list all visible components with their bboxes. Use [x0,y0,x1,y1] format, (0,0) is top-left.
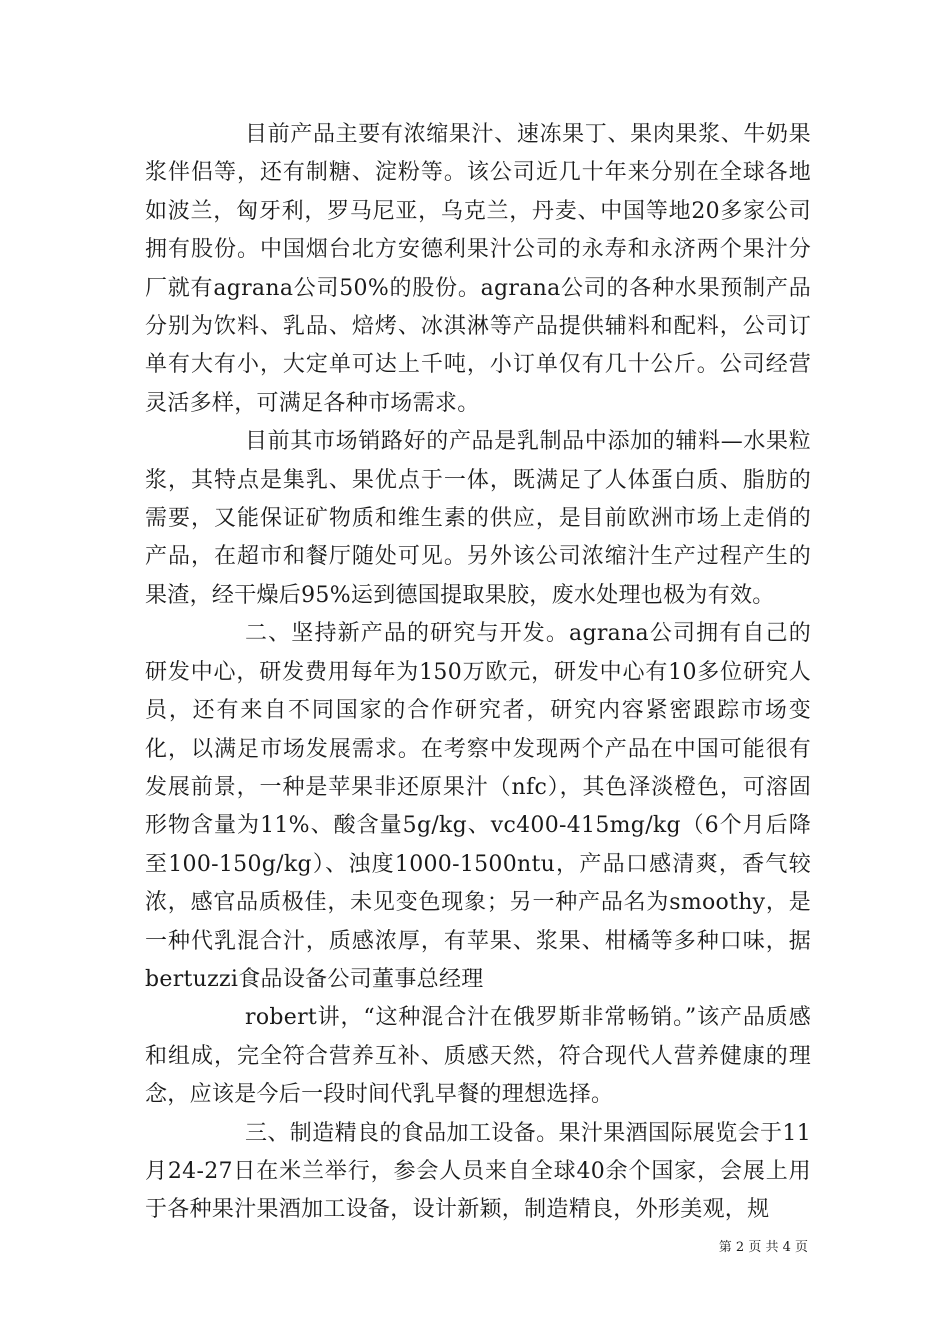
paragraph-robert-quote: robert讲，“这种混合汁在俄罗斯非常畅销。”该产品质感和组成，完全符合营养互补、质感天然，符合现代人营养健康的理念，应该是今后一段时间代乳早餐的理想选择。 [145,1005,811,1108]
document-body [145,116,811,1230]
paragraph-research: 二、坚持新产品的研究与开发。agrana公司拥有自己的研发中心，研发费用每年为150万欧元，研发中心有10多位研究人员，还有来自不同国家的合作研究者，研究内容紧密跟踪市场变化，以满足市场发展需求。在考察中发现两个产品在中国可能很有发展前景，一种是苹果非还原果汁（nfc），其色泽淡橙色，可溶固形物含量为11%、酸含量5g/kg、vc400-415mg/kg（6个月后降至100-150g/kg）、浊度1000-1500ntu，产品口感清爽，香气较浓，感官品质极佳，未见变色现象；另一种产品名为smoothy，是一种代乳混合汁，质感浓厚，有苹果、浆果、柑橘等多种口味，据bertuzzi食品设备公司董事总经理 [145,621,811,992]
paragraph-products: 目前产品主要有浓缩果汁、速冻果丁、果肉果浆、牛奶果浆伴侣等，还有制糖、淀粉等。该公司近几十年来分别在全球各地如波兰，匈牙利，罗马尼亚，乌克兰，丹麦、中国等地20多家公司拥有股份。中国烟台北方安德利果汁公司的永寿和永济两个果汁分厂就有agrana公司50%的股份。agrana公司的各种水果预制产品分别为饮料、乳品、焙烤、冰淇淋等产品提供辅料和配料，公司订单有大有小，大定单可达上千吨，小订单仅有几十公斤。公司经营灵活多样，可满足各种市场需求。 [145,122,811,416]
page-number-footer: 第 2 页 共 4 页 [718,1240,808,1255]
paragraph-equipment: 三、制造精良的食品加工设备。果汁果酒国际展览会于11月24-27日在米兰举行，参会人员来自全球40余个国家，会展上用于各种果汁果酒加工设备，设计新颖，制造精良，外形美观，规 [145,1120,811,1223]
paragraph-market: 目前其市场销路好的产品是乳制品中添加的辅料—水果粒浆，其特点是集乳、果优点于一体，既满足了人体蛋白质、脂肪的需要，又能保证矿物质和维生素的供应，是目前欧洲市场上走俏的产品，在超市和餐厅随处可见。另外该公司浓缩汁生产过程产生的果渣，经干燥后95%运到德国提取果胶，废水处理也极为有效。 [145,429,811,608]
